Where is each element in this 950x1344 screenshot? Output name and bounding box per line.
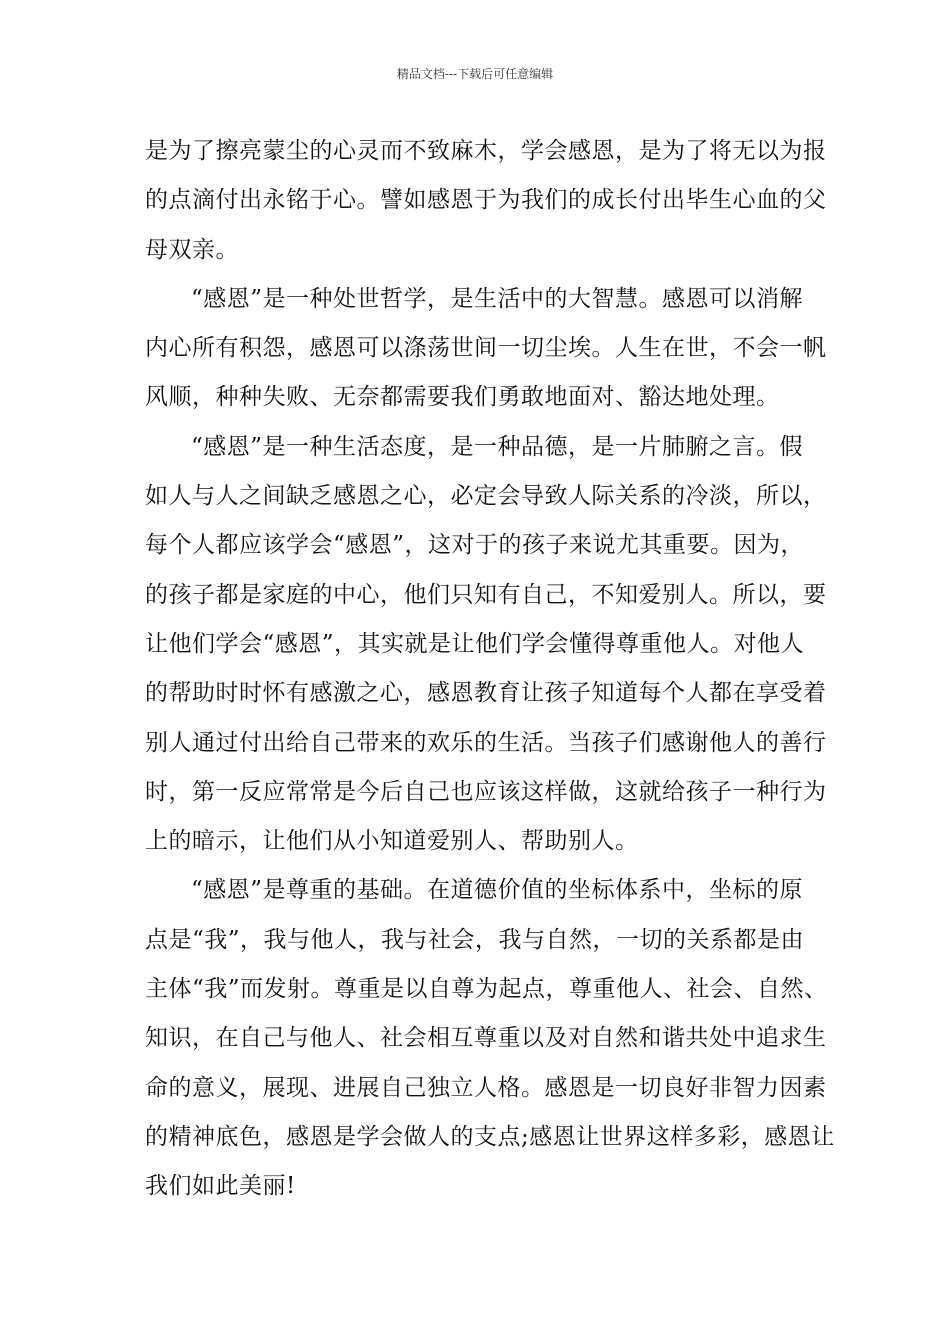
text-line: 命的意义，展现、进展自己独立人格。感恩是一切良好非智力因素 <box>145 1074 827 1101</box>
text-line: 我们如此美丽! <box>145 1173 296 1200</box>
paragraph-first-line: “感恩”是尊重的基础。在道德价值的坐标体系中，坐标的原 <box>191 877 804 904</box>
paragraph-first-line: “感恩”是一种生活态度，是一种品德，是一片肺腑之言。假 <box>191 433 804 460</box>
page-header: 精品文档---下载后可任意编辑 <box>396 67 554 81</box>
text-line: 让他们学会“感恩”，其实就是让他们学会懂得尊重他人。对他人 <box>145 630 805 657</box>
text-line: 点是“我”，我与他人，我与社会，我与自然，一切的关系都是由 <box>145 926 805 953</box>
text-line: 的孩子都是家庭的中心，他们只知有自己，不知爱别人。所以，要 <box>145 581 827 608</box>
text-line: 主体“我”而发射。尊重是以自尊为起点，尊重他人、社会、自然、 <box>145 976 828 1003</box>
text-line: 别人通过付出给自己带来的欢乐的生活。当孩子们感谢他人的善行 <box>145 729 827 756</box>
text-line: 每个人都应该学会“感恩”，这对于的孩子来说尤其重要。因为， <box>145 532 805 559</box>
document-body <box>145 127 845 1212</box>
text-line: 风顺，种种失败、无奈都需要我们勇敢地面对、豁达地处理。 <box>145 384 780 411</box>
paragraph-first-line: “感恩”是一种处世哲学，是生活中的大智慧。感恩可以消解 <box>191 285 804 312</box>
text-line: 如人与人之间缺乏感恩之心，必定会导致人际关系的冷淡，所以， <box>145 483 827 510</box>
text-line: 上的暗示，让他们从小知道爱别人、帮助别人。 <box>145 828 639 855</box>
text-line: 内心所有积怨，感恩可以涤荡世间一切尘埃。人生在世，不会一帆 <box>145 335 827 362</box>
text-line: 是为了擦亮蒙尘的心灵而不致麻木，学会感恩，是为了将无以为报 <box>145 138 827 164</box>
text-line: 的点滴付出永铭于心。譬如感恩于为我们的成长付出毕生心血的父 <box>145 187 827 214</box>
text-line: 的精神底色，感恩是学会做人的支点;感恩让世界这样多彩，感恩让 <box>145 1123 835 1150</box>
text-line: 知识，在自己与他人、社会相互尊重以及对自然和谐共处中追求生 <box>145 1025 827 1052</box>
text-line: 时，第一反应常常是今后自己也应该这样做，这就给孩子一种行为 <box>145 778 827 805</box>
text-line: 母双亲。 <box>145 236 239 263</box>
text-line: 的帮助时时怀有感激之心，感恩教育让孩子知道每个人都在享受着 <box>145 680 827 707</box>
